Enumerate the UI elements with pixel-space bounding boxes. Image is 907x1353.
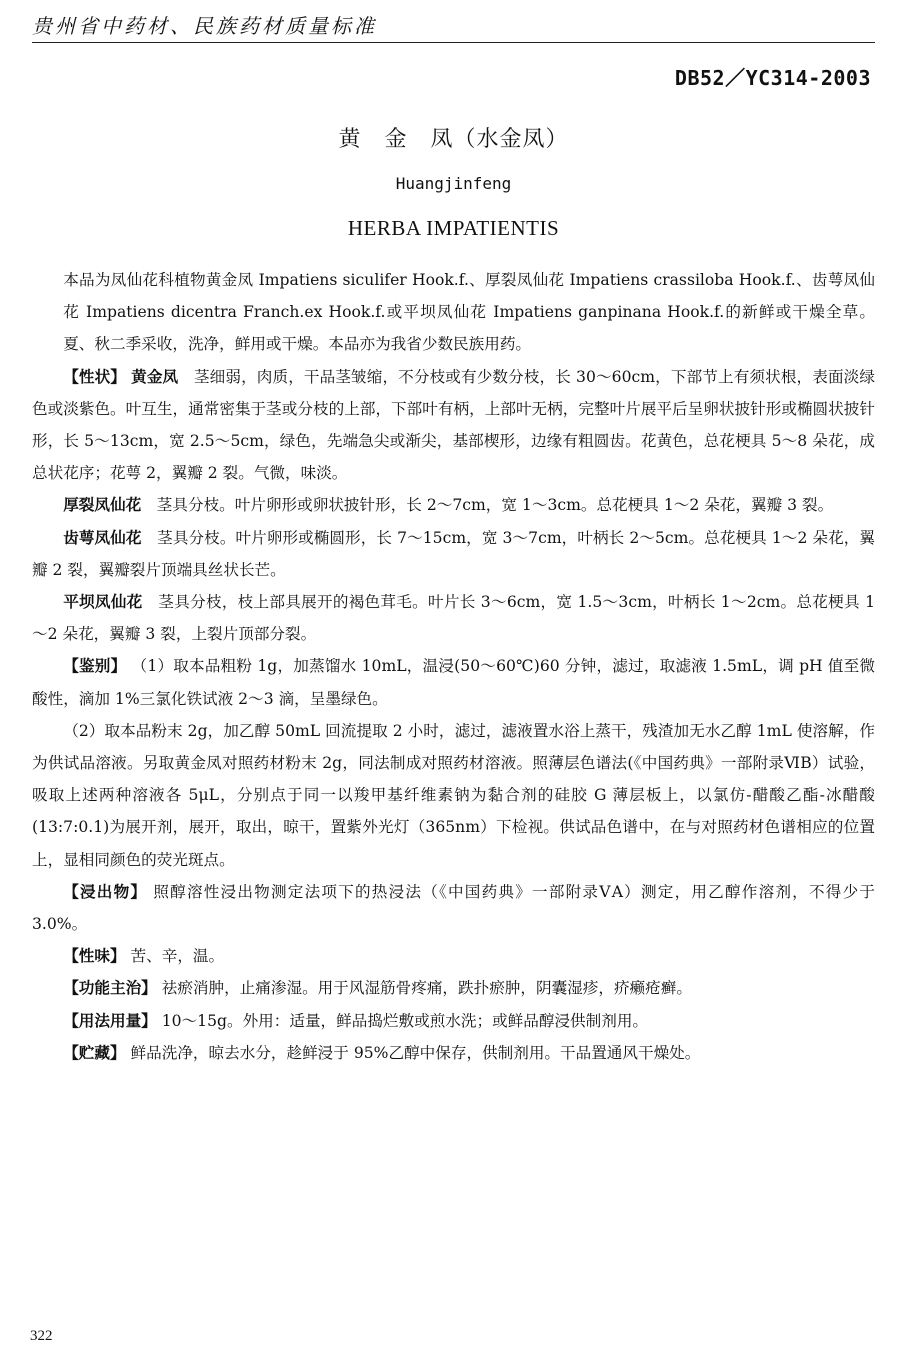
section-text: （2）取本品粉末 2g，加乙醇 50mL 回流提取 2 小时，滤过，滤液置水浴上蒸干，残渣加无水乙醇 1mL 使溶解，作为供试品溶液。另取黄金凤对照药材粉末 2g，同法制成对照药材溶液。照薄层色谱法(《中国药典》一部附录ⅥB）试验，吸取上述两种溶液各 5μL，分别点于同一以羧甲基纤维素钠为黏合剂的硅胶 G 薄层板上，以氯仿-醋酸乙酯-冰醋酸(13:7:0.1)为展开剂，展开，取出，晾干，置紫外光灯（365nm）下检视。供试品色谱中，在与对照药材色谱相应的位置上，显相同颜色的荧光斑点。 xyxy=(32,721,875,869)
section-text: 10～15g。外用：适量，鲜品捣烂敷或煎水洗；或鲜品醇浸供制剂用。 xyxy=(161,1011,649,1030)
title-pinyin: Huangjinfeng xyxy=(395,174,512,193)
title-latin: HERBA IMPATIENTIS xyxy=(347,216,560,240)
identification-paragraph xyxy=(32,715,875,876)
section-jinchuwu xyxy=(32,876,875,940)
species-name: 齿萼凤仙花 xyxy=(63,528,142,547)
species-description: 茎具分枝，枝上部具展开的褐色茸毛。叶片长 3～6cm，宽 1.5～3cm，叶柄长 1～2cm。总花梗具 1～2 朵花，翼瓣 3 裂，上裂片顶部分裂。 xyxy=(32,593,875,644)
species-name: 平坝凤仙花 xyxy=(63,593,143,612)
species-paragraph xyxy=(32,489,875,521)
section-label: 【用法用量】 xyxy=(63,1011,157,1030)
header-rule xyxy=(32,42,875,43)
standard-number: DB52／YC314-2003 xyxy=(674,66,871,90)
section-text: 鲜品洗净，晾去水分，趁鲜浸于 95%乙醇中保存，供制剂用。干品置通风干燥处。 xyxy=(130,1043,701,1062)
section-label: 【鉴别】 xyxy=(63,657,127,676)
document-header: 贵州省中药材、民族药材质量标准 xyxy=(32,14,377,38)
section-yongfa xyxy=(32,1005,875,1037)
section-text: （1）取本品粗粉 1g，加蒸馏水 10mL，温浸(50～60℃)60 分钟，滤过，取滤液 1.5mL，调 pH 值至微酸性，滴加 1%三氯化铁试液 2～3 滴，呈墨绿色。 xyxy=(32,657,875,708)
page-number: 322 xyxy=(30,1328,53,1344)
intro-paragraph xyxy=(32,264,875,361)
document-body xyxy=(32,264,875,1069)
section-label: 【功能主治】 xyxy=(63,979,157,998)
section-label: 【性味】 xyxy=(63,947,126,966)
species-description: 茎具分枝。叶片卵形或卵状披针形，长 2～7cm，宽 1～3cm。总花梗具 1～2 朵花，翼瓣 3 裂。 xyxy=(156,496,834,515)
section-xingzhuang xyxy=(32,361,875,490)
section-jianbie xyxy=(32,650,875,714)
species-paragraph xyxy=(32,522,875,586)
section-label: 【浸出物】 xyxy=(63,882,148,901)
section-label: 【性状】 xyxy=(63,367,127,386)
section-label: 【贮藏】 xyxy=(63,1043,126,1062)
species-name: 厚裂凤仙花 xyxy=(63,496,142,515)
section-zhucang xyxy=(32,1037,875,1069)
intro-text: 本品为凤仙花科植物黄金凤 Impatiens siculifer Hook.f.、厚裂凤仙花 Impatiens crassiloba Hook.f.、齿萼凤仙花 Impatiens dicentra Franch.ex Hook.f.或平坝凤仙花 Impatiens ganpinana Hook.f.的新鲜或干燥全草。夏、秋二季采收，洗净，鲜用或干燥。本品亦为我省少数民族用药。 xyxy=(63,271,875,354)
section-xingwei xyxy=(32,940,875,972)
title-chinese: 黄 金 凤（水金凤） xyxy=(338,127,569,152)
species-description: 茎具分枝。叶片卵形或椭圆形，长 7～15cm，宽 3～7cm，叶柄长 2～5cm。总花梗具 1～2 朵花，翼瓣 2 裂，翼瓣裂片顶端具丝状长芒。 xyxy=(32,528,875,579)
section-gongneng xyxy=(32,972,875,1004)
species-name: 黄金凤 xyxy=(131,367,179,386)
section-text: 祛瘀消肿，止痛渗湿。用于风湿筋骨疼痛，跌扑瘀肿，阴囊湿疹，疥癞疮癣。 xyxy=(161,979,692,998)
section-text: 照醇溶性浸出物测定法项下的热浸法（《中国药典》一部附录ⅤA）测定，用乙醇作溶剂，不得少于 3.0%。 xyxy=(32,882,875,934)
section-text: 苦、辛，温。 xyxy=(130,947,225,966)
species-description: 茎细弱，肉质，干品茎皱缩，不分枝或有少数分枝，长 30～60cm，下部节上有须状根，表面淡绿色或淡紫色。叶互生，通常密集于茎或分枝的上部，下部叶有柄，上部叶无柄，完整叶片展平后呈卵状披针形或椭圆状披针形，长 5～13cm，宽 2.5～5cm，绿色，先端急尖或渐尖，基部楔形，边缘有粗圆齿。花黄色，总花梗具 5～8 朵花，成总状花序；花萼 2，翼瓣 2 裂。气微，味淡。 xyxy=(32,367,875,483)
species-paragraph xyxy=(32,586,875,650)
